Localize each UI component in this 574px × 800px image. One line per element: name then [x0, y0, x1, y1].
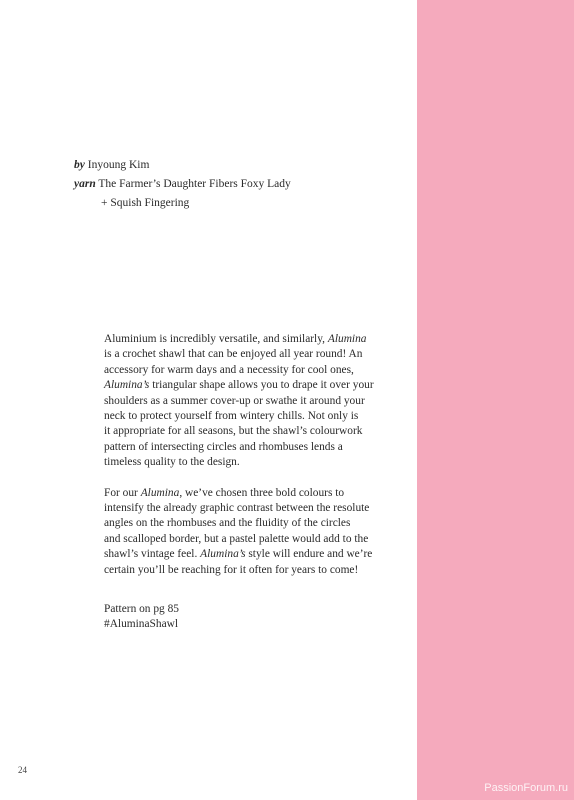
body-line: accessory for warm days and a necessity for cool ones,: [104, 363, 354, 376]
yarn-line-2: + Squish Fingering: [101, 197, 190, 209]
paragraph-2: [104, 486, 404, 578]
body-line: it appropriate for all seasons, but the shawl’s colourwork: [104, 425, 363, 438]
page-number: 24: [18, 765, 27, 775]
body-line: pattern of intersecting circles and rhombuses lends a: [104, 440, 343, 453]
designer-name: Inyoung Kim: [87, 159, 150, 171]
pink-side-band: [417, 0, 574, 800]
body-line: For our Alumina, we’ve chosen three bold colours to: [104, 486, 345, 499]
pattern-reference: [104, 602, 179, 633]
body-line: intensify the already graphic contrast between the resolute: [104, 502, 370, 515]
body-line: Alumina’s triangular shape allows you to drape it over your: [104, 379, 374, 392]
yarn-line: [74, 175, 291, 194]
pattern-hashtag: #AluminaShawl: [104, 618, 179, 631]
yarn-name: The Farmer’s Daughter Fibers Foxy Lady: [98, 178, 291, 190]
paragraph-1: [104, 332, 404, 471]
designer-line: [74, 156, 291, 175]
body-line: is a crochet shawl that can be enjoyed all year round! An: [104, 348, 363, 361]
pattern-page-ref: Pattern on pg 85: [104, 603, 179, 615]
credits-block: [74, 156, 291, 213]
yarn-label: yarn: [74, 178, 96, 190]
body-line: certain you’ll be reaching for it often for years to come!: [104, 563, 359, 576]
body-line: shawl’s vintage feel. Alumina’s style will endure and we’re: [104, 548, 373, 561]
by-label: by: [74, 159, 85, 171]
body-line: and scalloped border, but a pastel palette would add to the: [104, 532, 369, 545]
body-line: neck to protect yourself from wintery chills. Not only is: [104, 410, 359, 423]
body-line: shoulders as a summer cover-up or swathe it around your: [104, 394, 365, 407]
body-line: angles on the rhombuses and the fluidity of the circles: [104, 517, 351, 530]
article-body: [104, 332, 404, 593]
body-line: Aluminium is incredibly versatile, and similarly, Alumina: [104, 333, 367, 345]
body-line: timeless quality to the design.: [104, 456, 240, 469]
watermark: PassionForum.ru: [484, 782, 568, 794]
